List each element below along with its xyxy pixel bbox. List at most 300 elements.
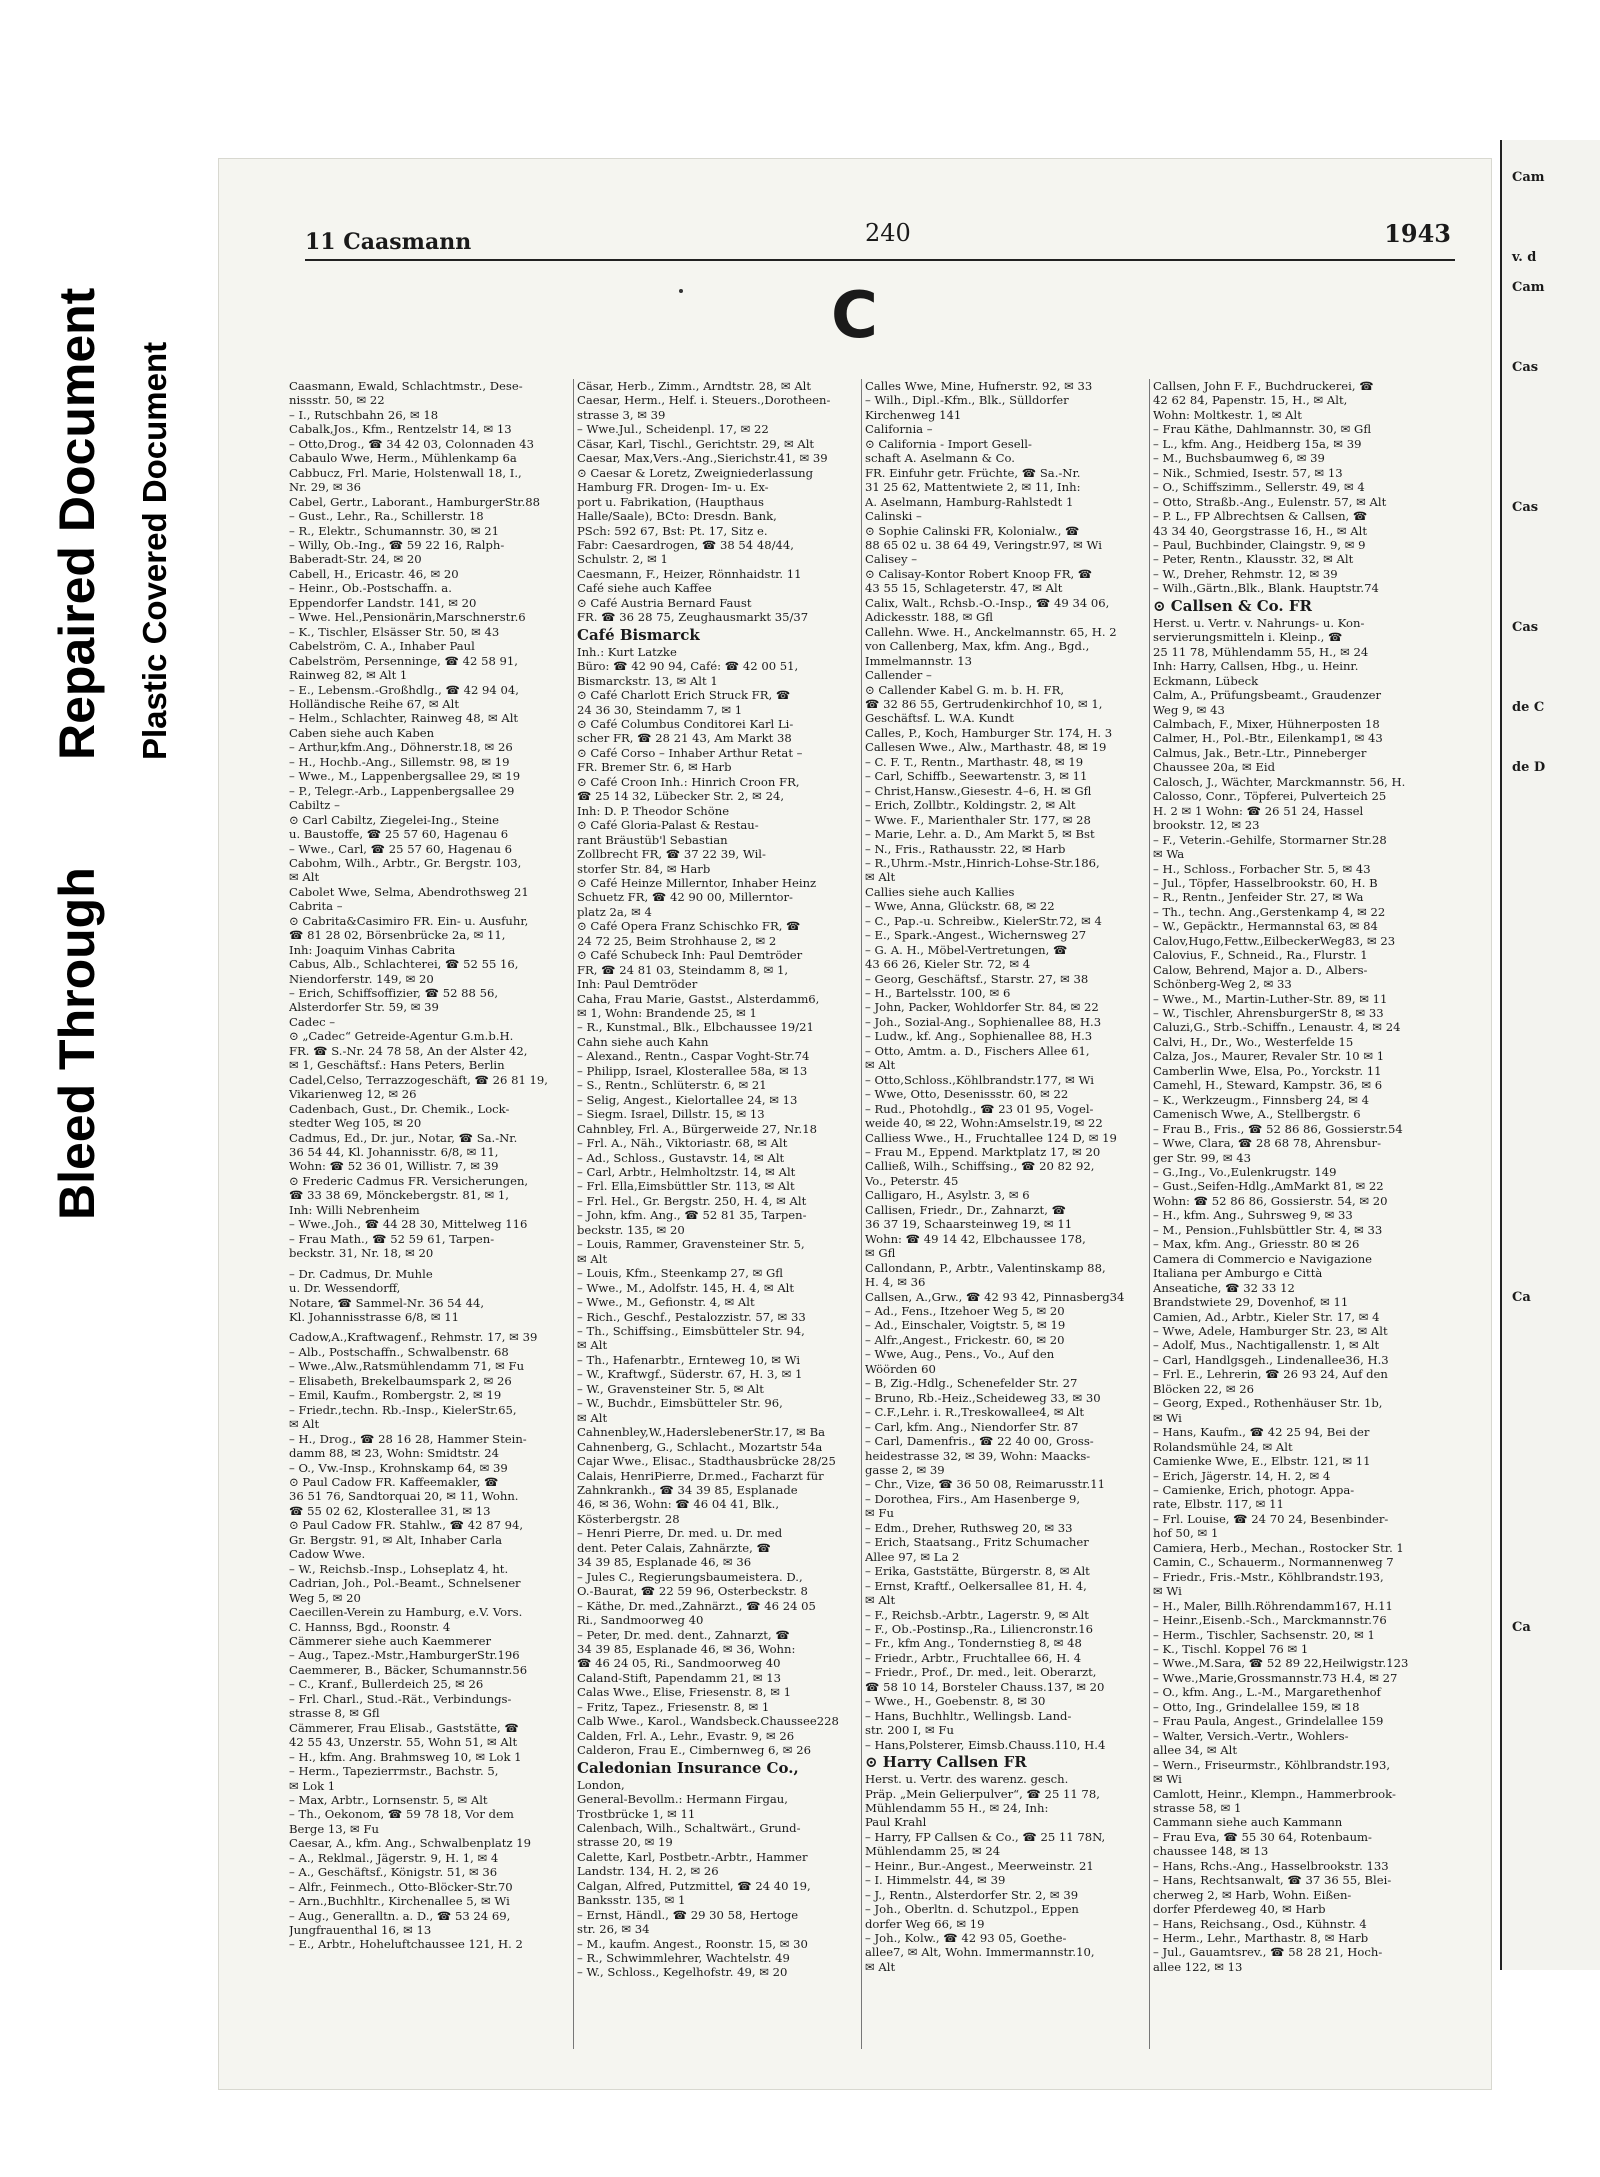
directory-entry-line: Caland-Stift, Papendamm 21, ✉ 13	[577, 1670, 782, 1685]
directory-entry-line: Calais, HenriPierre, Dr.med., Facharzt für	[577, 1468, 824, 1483]
directory-entry-line: Zollbrecht FR, ☎ 37 22 39, Wil-	[577, 847, 766, 862]
directory-entry-line: Hamburg FR. Drogen- Im- u. Ex-	[577, 480, 769, 495]
directory-entry-line: – Friedr.,techn. Rb.-Insp., KielerStr.65,	[289, 1402, 517, 1417]
directory-entry-line: allee 122, ✉ 13	[1153, 1959, 1243, 1974]
directory-entry-line: – Christ,Hansw.,Giesestr. 4–6, H. ✉ Gfl	[865, 783, 1092, 798]
directory-entry-line: rant Bräustüb'l Sebastian	[577, 832, 728, 847]
directory-entry-line: Café Bismarck	[577, 625, 700, 644]
directory-entry-line: ✉ Wi	[1153, 1584, 1182, 1599]
directory-entry-line: – Wwe, Adele, Hamburger Str. 23, ✉ Alt	[1153, 1324, 1388, 1338]
directory-entry-line: ⊙ Café Heinze Millerntor, Inhaber Heinz	[577, 875, 817, 890]
directory-entry-line: – Jules C., Regierungsbaumeistera. D.,	[577, 1569, 803, 1584]
directory-entry-line: – O., Vw.-Insp., Krohnskamp 64, ✉ 39	[289, 1460, 508, 1475]
directory-entry-line: – Frl. Louise, ☎ 24 70 24, Besenbinder-	[1153, 1511, 1389, 1526]
directory-entry-line: ⊙ Café Schubeck Inh: Paul Demtröder	[577, 948, 803, 963]
next-page-fragment: Cas	[1512, 500, 1539, 515]
directory-entry-line: – Heinr., Bur.-Angest., Meerweinstr. 21	[865, 1858, 1094, 1873]
directory-entry-line: – Frl. Ella,Eimsbüttler Str. 113, ✉ Alt	[577, 1179, 795, 1194]
directory-entry-line: – Hans, Kaufm., ☎ 42 25 94, Bei der	[1153, 1425, 1370, 1440]
directory-entry-line: – R., Schwimmlehrer, Wachtelstr. 49	[577, 1951, 790, 1966]
directory-entry-line: Inh.: Kurt Latzke	[577, 644, 677, 659]
directory-entry-line: ⊙ Café Corso – Inhaber Arthur Retat –	[577, 745, 803, 760]
running-head: 11 Caasmann	[305, 229, 472, 255]
directory-entry-line: – Aug., Generalltn. a. D., ☎ 53 24 69,	[289, 1908, 511, 1923]
directory-entry-line: 42 55 43, Unzerstr. 55, Wohn 51, ✉ Alt	[289, 1735, 518, 1750]
directory-entry-line: – C.F.,Lehr. i. R.,Treskowallee4, ✉ Alt	[865, 1405, 1085, 1420]
directory-entry-line: – P. L., FP Albrechtsen & Callsen, ☎	[1153, 509, 1368, 524]
directory-entry-line: Nr. 29, ✉ 36	[289, 480, 362, 495]
directory-entry-line: Calosch, J., Wächter, Marckmannstr. 56, H.	[1153, 774, 1406, 789]
directory-entry-line: Cadrian, Joh., Pol.-Beamt., Schnelsener	[289, 1576, 521, 1591]
directory-entry-line: – Heinr., Ob.-Postschaffn. a.	[289, 581, 452, 596]
directory-entry-line: 25 11 78, Mühlendamm 55, H., ✉ 24	[1153, 644, 1369, 659]
directory-entry-line: Camlott, Heinr., Klempn., Hammerbrook-	[1153, 1786, 1396, 1801]
directory-entry-line: – H., Drog., ☎ 28 16 28, Hammer Stein-	[289, 1431, 527, 1446]
directory-entry-line: Präp. „Mein Gelierpulver“, ☎ 25 11 78,	[865, 1786, 1100, 1801]
directory-entry-line: – Fr., kfm Ang., Tondernstieg 8, ✉ 48	[865, 1636, 1082, 1651]
directory-entry-line: – Wwe, Otto, Desenissstr. 60, ✉ 22	[865, 1087, 1069, 1102]
directory-entry-line: – Joh., Kolw., ☎ 42 93 05, Goethe-	[865, 1931, 1067, 1946]
directory-entry-line: – Hans,Polsterer, Eimsb.Chauss.110, H.4	[865, 1737, 1106, 1752]
directory-entry-line: Halle/Saale), BCto: Dresdn. Bank,	[577, 509, 777, 524]
directory-entry-line: FR, ☎ 24 81 03, Steindamm 8, ✉ 1,	[577, 962, 789, 977]
directory-entry-line: – M., kaufm. Angest., Roonstr. 15, ✉ 30	[577, 1936, 808, 1951]
directory-entry-line: – H., kfm. Ang. Brahmsweg 10, ✉ Lok 1	[289, 1749, 522, 1764]
directory-entry-line: Mühlendamm 25, ✉ 24	[865, 1844, 1001, 1859]
directory-entry-line: Cäsar, Karl, Tischl., Gerichtstr. 29, ✉ Alt	[577, 436, 815, 451]
directory-entry-line: – Fritz, Tapez., Friesenstr. 8, ✉ 1	[577, 1699, 770, 1714]
directory-entry-line: Wohn: ☎ 49 14 42, Elbchaussee 178,	[865, 1231, 1086, 1246]
directory-entry-line: ✉ Alt	[865, 870, 896, 885]
directory-entry-line: 88 65 02 u. 38 64 49, Veringstr.97, ✉ Wi	[865, 537, 1102, 552]
directory-entry-line: – Herm., Lehr., Marthastr. 8, ✉ Harb	[1153, 1931, 1369, 1946]
directory-entry-line: str. 26, ✉ 34	[577, 1922, 650, 1937]
directory-entry-line: ⊙ California - Import Gesell-	[865, 436, 1032, 451]
directory-entry-line: ⊙ Café Opera Franz Schischko FR, ☎	[577, 919, 801, 934]
directory-entry-line: Vikarienweg 12, ✉ 26	[289, 1087, 417, 1102]
directory-entry-line: Banksstr. 135, ✉ 1	[577, 1893, 686, 1908]
directory-entry-line: ✉ Alt	[865, 1959, 896, 1974]
directory-page	[218, 158, 1492, 2090]
directory-entry-line: – Wwe. F., Marienthaler Str. 177, ✉ 28	[865, 812, 1091, 827]
directory-entry-line: strasse 8, ✉ Gfl	[289, 1706, 380, 1721]
directory-entry-line: – G.,Ing., Vo.,Eulenkrugstr. 149	[1153, 1165, 1337, 1180]
directory-entry-line: – Harry, FP Callsen & Co., ☎ 25 11 78N,	[865, 1829, 1106, 1844]
directory-entry-line: Inh: Harry, Callsen, Hbg., u. Heinr.	[1153, 659, 1359, 674]
directory-entry-line: – Otto, Amtm. a. D., Fischers Allee 61,	[865, 1043, 1090, 1058]
directory-entry-line: rate, Elbstr. 117, ✉ 11	[1153, 1497, 1284, 1512]
directory-entry-line: – Wwe. Hel.,Pensionärin,Marschnerstr.6	[289, 610, 526, 625]
directory-entry-line: ☎ 55 02 62, Klosterallee 31, ✉ 13	[289, 1503, 491, 1518]
directory-entry-line: ⊙ Carl Cabiltz, Ziegelei-Ing., Steine	[289, 812, 500, 827]
directory-entry-line: Baberadt-Str. 24, ✉ 20	[289, 552, 422, 567]
directory-entry-line: Wöörden 60	[865, 1361, 936, 1376]
directory-entry-line: – Hans, Rchs.-Ang., Hasselbrookstr. 133	[1153, 1858, 1389, 1873]
directory-entry-line: – M., Buchsbaumweg 6, ✉ 39	[1153, 451, 1325, 466]
directory-entry-line: H. 4, ✉ 36	[865, 1275, 926, 1290]
directory-entry-line: Calisey –	[865, 552, 918, 567]
directory-entry-line: Geschäftsf. L. W.A. Kundt	[865, 711, 1014, 726]
directory-entry-line: – Louis, Kfm., Steenkamp 27, ✉ Gfl	[577, 1266, 784, 1281]
directory-entry-line: Callsen, John F. F., Buchdruckerei, ☎	[1153, 379, 1374, 393]
directory-entry-line: – Henri Pierre, Dr. med. u. Dr. med	[577, 1526, 783, 1541]
directory-entry-line: allee7, ✉ Alt, Wohn. Immermannstr.10,	[865, 1945, 1095, 1960]
directory-entry-line: – Erich, Jägerstr. 14, H. 2, ✉ 4	[1153, 1468, 1331, 1483]
directory-entry-line: Brandstwiete 29, Dovenhof, ✉ 11	[1153, 1295, 1349, 1310]
directory-entry-line: – H., kfm. Ang., Suhrsweg 9, ✉ 33	[1153, 1208, 1353, 1223]
directory-entry-line: Cabus, Alb., Schlachterei, ☎ 52 55 16,	[289, 957, 519, 972]
directory-entry-line: Caben siehe auch Kaben	[289, 725, 435, 740]
directory-entry-line: Schuetz FR, ☎ 42 90 00, Millerntor-	[577, 890, 793, 905]
directory-entry-line: – Frau Eva, ☎ 55 30 64, Rotenbaum-	[1153, 1829, 1372, 1844]
directory-entry-line: ✉ Alt	[865, 1058, 896, 1073]
directory-entry-line: Caesmann, F., Heizer, Rönnhaidstr. 11	[577, 566, 802, 581]
directory-entry-line: – W., Gravensteiner Str. 5, ✉ Alt	[577, 1381, 764, 1396]
directory-entry-line: California –	[865, 422, 933, 437]
page-header	[305, 219, 1455, 261]
directory-entry-line: storfer Str. 84, ✉ Harb	[577, 861, 711, 876]
directory-entry-line: ✉ Gfl	[865, 1246, 896, 1261]
directory-entry-line: 36 54 44, Kl. Johannisstr. 6/8, ✉ 11,	[289, 1145, 499, 1160]
directory-entry-line: – Wilh., Dipl.-Kfm., Blk., Sülldorfer	[865, 393, 1069, 408]
directory-entry-line: ☎ 25 14 32, Lübecker Str. 2, ✉ 24,	[577, 789, 785, 804]
directory-entry-line: PSch: 592 67, Bst: Pt. 17, Sitz e.	[577, 523, 768, 538]
next-page-fragment: Cas	[1512, 360, 1539, 375]
directory-entry-line: – Th., Schiffsing., Eimsbütteler Str. 94,	[577, 1324, 805, 1338]
directory-entry-line: dorfer Weg 66, ✉ 19	[865, 1916, 985, 1931]
directory-entry-line: Fabr: Caesardrogen, ☎ 38 54 48/44,	[577, 537, 794, 552]
next-page-fragment: Cas	[1512, 620, 1539, 635]
directory-entry-line: ⊙ „Cadec“ Getreide-Agentur G.m.b.H.	[289, 1029, 514, 1044]
directory-column-1	[289, 379, 571, 2069]
directory-entry-line: 24 72 25, Beim Strohhause 2, ✉ 2	[577, 933, 777, 948]
directory-entry-line: FR. Bremer Str. 6, ✉ Harb	[577, 760, 732, 775]
directory-entry-line: – W., Gepäcktr., Hermannstal 63, ✉ 84	[1153, 919, 1378, 934]
directory-entry-line: – F., Reichsb.-Arbtr., Lagerstr. 9, ✉ Alt	[865, 1607, 1089, 1622]
directory-entry-line: – Selig, Angest., Kielortallee 24, ✉ 13	[577, 1092, 798, 1107]
directory-entry-line: Cahn siehe auch Kahn	[577, 1034, 709, 1049]
directory-entry-line: ⊙ Sophie Calinski FR, Kolonialw., ☎	[865, 523, 1080, 538]
directory-entry-line: – Paul, Buchbinder, Claingstr. 9, ✉ 9	[1153, 537, 1366, 552]
directory-entry-line: 36 51 76, Sandtorquai 20, ✉ 11, Wohn.	[289, 1489, 519, 1504]
directory-entry-line: Calas Wwe., Elise, Friesenstr. 8, ✉ 1	[577, 1685, 792, 1700]
directory-entry-line: Camien, Ad., Arbtr., Kieler Str. 17, ✉ 4	[1153, 1309, 1380, 1324]
directory-entry-line: Callisen, Friedr., Dr., Zahnarzt, ☎	[865, 1202, 1067, 1217]
directory-entry-line: weide 40, ✉ 22, Wohn:Amselstr.19, ✉ 22	[865, 1116, 1103, 1131]
directory-entry-line: – Nik., Schmied, Isestr. 57, ✉ 13	[1153, 465, 1343, 480]
directory-entry-line: Calderon, Frau E., Cimbernweg 6, ✉ 26	[577, 1743, 811, 1758]
directory-entry-line: – I. Himmelstr. 44, ✉ 39	[865, 1873, 1006, 1888]
directory-entry-line: Calles Wwe, Mine, Hufnerstr. 92, ✉ 33	[865, 379, 1093, 393]
directory-entry-line: – K., Tischler, Elsässer Str. 50, ✉ 43	[289, 624, 500, 639]
directory-entry-line: Calov,Hugo,Fettw.,EilbeckerWeg83, ✉ 23	[1153, 933, 1396, 948]
directory-entry-line: – Gust., Lehr., Ra., Schillerstr. 18	[289, 509, 484, 524]
directory-entry-line: – Peter, Dr. med. dent., Zahnarzt, ☎	[577, 1627, 790, 1642]
directory-entry-line: Calza, Jos., Maurer, Revaler Str. 10 ✉ 1	[1153, 1049, 1385, 1064]
directory-entry-line: – Wwe.,M.Sara, ☎ 52 89 22,Heilwigstr.123	[1153, 1656, 1409, 1671]
directory-entry-line: – H., Hochb.-Ang., Sillemstr. 98, ✉ 19	[289, 754, 510, 769]
directory-entry-line: – B, Zig.-Hdlg., Schenefelder Str. 27	[865, 1376, 1078, 1391]
directory-entry-line: Caecillen-Verein zu Hamburg, e.V. Vors.	[289, 1605, 523, 1620]
directory-entry-line: ⊙ Café Charlott Erich Struck FR, ☎	[577, 688, 791, 703]
directory-entry-line: – Carl, Arbtr., Helmholtzstr. 14, ✉ Alt	[577, 1165, 796, 1180]
directory-entry-line: Inh: D. P. Theodor Schöne	[577, 803, 730, 818]
directory-entry-line: – Arn.,Buchhltr., Kirchenallee 5, ✉ Wi	[289, 1894, 510, 1909]
directory-entry-line: – Peter, Rentn., Klausstr. 32, ✉ Alt	[1153, 552, 1354, 567]
directory-entry-line: – Georg, Geschäftsf., Starstr. 27, ✉ 38	[865, 971, 1089, 986]
directory-entry-line: Cadec –	[289, 1014, 336, 1029]
directory-entry-line: – Hans, Buchhltr., Wellingsb. Land-	[865, 1708, 1072, 1723]
directory-entry-line: Schönberg-Weg 2, ✉ 33	[1153, 977, 1292, 992]
directory-entry-line: – Wwe, Clara, ☎ 28 68 78, Ahrensbur-	[1153, 1136, 1382, 1151]
directory-entry-line: – Ad., Schloss., Gustavstr. 14, ✉ Alt	[577, 1150, 785, 1165]
directory-entry-line: – Alfr.,Angest., Frickestr. 60, ✉ 20	[865, 1332, 1065, 1347]
directory-entry-line: – Käthe, Dr. med.,Zahnärzt., ☎ 46 24 05	[577, 1598, 816, 1613]
directory-entry-line: Camera di Commercio e Navigazione	[1153, 1251, 1373, 1266]
directory-entry-line: – Th., techn. Ang.,Gerstenkamp 4, ✉ 22	[1153, 904, 1386, 919]
directory-column-2	[577, 379, 859, 2069]
directory-entry-line: – Wern., Friseurmstr., Köhlbrandstr.193,	[1153, 1757, 1391, 1772]
directory-entry-line: – Alexand., Rentn., Caspar Voght-Str.74	[577, 1049, 810, 1064]
directory-entry-line: – Adolf, Mus., Nachtigallenstr. 1, ✉ Alt	[1153, 1338, 1380, 1353]
directory-entry-line: – John, Packer, Wohldorfer Str. 84, ✉ 22	[865, 1000, 1099, 1015]
directory-entry-line: – A., Geschäftsf., Königstr. 51, ✉ 36	[289, 1865, 498, 1880]
directory-entry-line: ☎ 46 24 05, Ri., Sandmoorweg 40	[577, 1656, 781, 1671]
directory-column-4	[1153, 379, 1435, 2069]
directory-entry-line: Jungfrauenthal 16, ✉ 13	[289, 1923, 432, 1938]
directory-entry-line: – Max, kfm. Ang., Griesstr. 80 ✉ 26	[1153, 1237, 1360, 1252]
directory-entry-line: – Wilh.,Gärtn.,Blk., Blank. Hauptstr.74	[1153, 581, 1379, 596]
directory-entry-line: ⊙ Paul Cadow FR. Kaffeemakler, ☎	[289, 1474, 499, 1489]
directory-entry-line: hof 50, ✉ 1	[1153, 1526, 1219, 1541]
directory-entry-line: – O., kfm. Ang., L.-M., Margarethenhof	[1153, 1685, 1381, 1700]
directory-entry-line: ✉ Wi	[1153, 1772, 1182, 1787]
directory-entry-line: 24 36 30, Steindamm 7, ✉ 1	[577, 702, 743, 717]
directory-entry-line: – R., Elektr., Schumannstr. 30, ✉ 21	[289, 523, 500, 538]
directory-entry-line: – Hans, Reichsang., Osd., Kühnstr. 4	[1153, 1916, 1367, 1931]
directory-entry-line: C. Hannss, Bgd., Roonstr. 4	[289, 1619, 451, 1634]
directory-entry-line: Wohn: ☎ 52 86 86, Gossierstr. 54, ✉ 20	[1153, 1193, 1388, 1208]
directory-entry-line: – Edm., Dreher, Ruthsweg 20, ✉ 33	[865, 1520, 1073, 1535]
directory-entry-line: Caha, Frau Marie, Gastst., Alsterdamm6,	[577, 991, 820, 1006]
directory-entry-line: ⊙ Callender Kabel G. m. b. H. FR,	[865, 682, 1065, 697]
directory-entry-line: – Frau M., Eppend. Marktplatz 17, ✉ 20	[865, 1145, 1101, 1160]
directory-entry-line: – W., Reichsb.-Insp., Lohseplatz 4, ht.	[289, 1561, 509, 1576]
directory-entry-line: ger Str. 99, ✉ 43	[1153, 1150, 1252, 1165]
directory-entry-line: Caesar, Max,Vers.-Ang.,Sierichstr.41, ✉ 39	[577, 451, 828, 466]
directory-entry-line: – W., Tischler, AhrensburgerStr 8, ✉ 33	[1153, 1006, 1384, 1021]
directory-entry-line: – Frau B., Fris., ☎ 52 86 86, Gossierstr.54	[1153, 1121, 1403, 1136]
directory-entry-line: ✉ Lok 1	[289, 1778, 336, 1793]
directory-entry-line: – Rud., Photohdlg., ☎ 23 01 95, Vogel-	[865, 1101, 1094, 1116]
directory-entry-line: Calgan, Alfred, Putzmittel, ☎ 24 40 19,	[577, 1878, 811, 1893]
directory-entry-line: – Frl. A., Näh., Viktoriastr. 68, ✉ Alt	[577, 1136, 788, 1151]
directory-entry-line: – E., Spark.-Angest., Wichernsweg 27	[865, 928, 1087, 943]
directory-entry-line: – O., Schiffszimm., Sellerstr. 49, ✉ 4	[1153, 480, 1365, 495]
directory-entry-line: Ri., Sandmoorweg 40	[577, 1613, 704, 1628]
directory-entry-line: Schulstr. 2, ✉ 1	[577, 552, 668, 567]
directory-entry-line: Inh: Willi Nebrenheim	[289, 1202, 420, 1217]
directory-entry-line: chaussee 148, ✉ 13	[1153, 1844, 1269, 1859]
directory-entry-line: – E., Lebensm.-Großhdlg., ☎ 42 94 04,	[289, 682, 519, 697]
next-page-edge	[1500, 140, 1600, 1970]
directory-entry-line: ⊙ Café Croon Inh.: Hinrich Croon FR,	[577, 774, 800, 789]
directory-entry-line: – Ludw., kf. Ang., Sophienallee 88, H.3	[865, 1029, 1093, 1044]
directory-entry-line: – L., kfm. Ang., Heidberg 15a, ✉ 39	[1153, 436, 1362, 451]
directory-entry-line: Notare, ☎ Sammel-Nr. 36 54 44,	[289, 1295, 485, 1310]
directory-entry-line: Wohn: ☎ 52 36 01, Willistr. 7, ✉ 39	[289, 1159, 499, 1174]
directory-entry-line: Cabel, Gertr., Laborant., HamburgerStr.88	[289, 494, 541, 509]
directory-entry-line: – Joh., Sozial-Ang., Sophienallee 88, H.3	[865, 1014, 1102, 1029]
directory-entry-line: Herst. u. Vertr. des warenz. gesch.	[865, 1772, 1069, 1787]
directory-entry-line: Inh: Paul Demtröder	[577, 977, 698, 992]
directory-entry-line: Cahnenberg, G., Schlacht., Mozartstr 54a	[577, 1439, 823, 1454]
directory-entry-line: Inh: Joaquim Vinhas Cabrita	[289, 942, 456, 957]
directory-entry-line: Caesar, Herm., Helf. i. Steuers.,Dorotheen-	[577, 393, 831, 408]
directory-entry-line: Cadel,Celso, Terrazzogeschäft, ☎ 26 81 19,	[289, 1072, 548, 1087]
directory-entry-line: – Carl, kfm. Ang., Niendorfer Str. 87	[865, 1419, 1079, 1434]
directory-entry-line: Calosso, Conr., Töpferei, Pulverteich 25	[1153, 789, 1387, 804]
directory-entry-line: 34 39 85, Esplanade 46, ✉ 36, Wohn:	[577, 1641, 796, 1656]
directory-entry-line: 43 34 40, Georgstrasse 16, H., ✉ Alt	[1153, 523, 1368, 538]
directory-entry-line: – Jul., Töpfer, Hasselbrookstr. 60, H. B	[1153, 875, 1378, 890]
directory-entry-line: – Wwe.Jul., Scheidenpl. 17, ✉ 22	[577, 422, 769, 437]
directory-entry-line: – Herm., Tapezierrmstr., Bachstr. 5,	[289, 1764, 499, 1779]
directory-entry-line: – H., Schloss., Forbacher Str. 5, ✉ 43	[1153, 861, 1371, 876]
directory-entry-line: – Otto, Ing., Grindelallee 159, ✉ 18	[1153, 1699, 1360, 1714]
directory-entry-line: – Ad., Einschaler, Voigtstr. 5, ✉ 19	[865, 1318, 1066, 1333]
directory-entry-line: ⊙ Cabrita&Casimiro FR. Ein- u. Ausfuhr,	[289, 913, 529, 928]
directory-entry-line: Camienke Wwe, E., Elbstr. 121, ✉ 11	[1153, 1454, 1371, 1469]
directory-entry-line: Eppendorfer Landstr. 141, ✉ 20	[289, 595, 477, 610]
plastic-covered-label: Plastic Covered Document	[136, 341, 173, 760]
directory-entry-line: – Carl, Schiffb., Seewartenstr. 3, ✉ 11	[865, 769, 1088, 784]
directory-column-3	[865, 379, 1147, 2069]
directory-entry-line: Calligaro, H., Asylstr. 3, ✉ 6	[865, 1188, 1030, 1203]
directory-entry-line: – Friedr., Fris.-Mstr., Köhlbrandstr.193,	[1153, 1569, 1384, 1584]
directory-entry-line: ☎ 33 38 69, Mönckebergstr. 81, ✉ 1,	[289, 1188, 509, 1203]
directory-entry-line: Calden, Frl. A., Lehr., Evastr. 9, ✉ 26	[577, 1728, 795, 1743]
directory-entry-line: ☎ 32 86 55, Gertrudenkirchhof 10, ✉ 1,	[865, 696, 1103, 711]
directory-entry-line: FR. ☎ S.-Nr. 24 78 58, An der Alster 42,	[289, 1043, 528, 1058]
directory-entry-line: – Dr. Cadmus, Dr. Muhle	[289, 1266, 433, 1281]
directory-entry-line: – Wwe.,Alw.,Ratsmühlendamm 71, ✉ Fu	[289, 1359, 525, 1374]
directory-entry-line: Landstr. 134, H. 2, ✉ 26	[577, 1864, 719, 1879]
directory-entry-line: – Ad., Fens., Itzehoer Weg 5, ✉ 20	[865, 1304, 1065, 1318]
directory-entry-line: dorfer Pferdeweg 40, ✉ Harb	[1153, 1902, 1326, 1917]
directory-entry-line: – F., Veterin.-Gehilfe, Stormarner Str.28	[1153, 832, 1387, 847]
directory-entry-line: Cabalk,Jos., Kfm., Rentzelstr 14, ✉ 13	[289, 422, 512, 437]
directory-entry-line: ✉ Alt	[289, 1417, 320, 1432]
directory-entry-line: Calb Wwe., Karol., Wandsbeck.Chaussee228	[577, 1714, 839, 1729]
directory-entry-line: ⊙ Frederic Cadmus FR. Versicherungen,	[289, 1173, 529, 1188]
directory-entry-line: – Ernst, Kraftf., Oelkersallee 81, H. 4,	[865, 1578, 1087, 1593]
directory-entry-line: Kösterbergstr. 28	[577, 1511, 680, 1526]
directory-entry-line: – Heinr.,Eisenb.-Sch., Marckmannstr.76	[1153, 1613, 1387, 1628]
directory-entry-line: ⊙ Caesar & Loretz, Zweigniederlassung	[577, 465, 814, 480]
directory-entry-line: – C., Kranf., Bullerdeich 25, ✉ 26	[289, 1677, 484, 1692]
directory-entry-line: – Otto,Schloss.,Köhlbrandstr.177, ✉ Wi	[865, 1072, 1094, 1087]
directory-entry-line: – C., Pap.-u. Schreibw., KielerStr.72, ✉ 4	[865, 913, 1102, 928]
directory-entry-line: Immelmannstr. 13	[865, 653, 972, 668]
directory-entry-line: Calmer, H., Pol.-Btr., Eilenkamp1, ✉ 43	[1153, 731, 1383, 746]
directory-entry-line: – Erika, Gaststätte, Bürgerstr. 8, ✉ Alt	[865, 1564, 1090, 1579]
directory-entry-line: ✉ Alt	[865, 1593, 896, 1608]
directory-entry-line: – Marie, Lehr. a. D., Am Markt 5, ✉ Bst	[865, 827, 1095, 842]
directory-entry-line: Cäsar, Herb., Zimm., Arndtstr. 28, ✉ Alt	[577, 379, 812, 393]
directory-entry-line: A. Aselmann, Hamburg-Rahlstedt 1	[865, 494, 1074, 509]
directory-entry-line: – Carl, Handlgsgeh., Lindenallee36, H.3	[1153, 1352, 1389, 1367]
directory-entry-line: Niendorferstr. 149, ✉ 20	[289, 971, 434, 986]
directory-entry-line: – K., Werkzeugm., Finnsberg 24, ✉ 4	[1153, 1092, 1369, 1107]
directory-entry-line: 34 39 85, Esplanade 46, ✉ 36	[577, 1555, 752, 1570]
directory-entry-line: – I., Rutschbahn 26, ✉ 18	[289, 407, 439, 422]
directory-entry-line: – Frau Paula, Angest., Grindelallee 159	[1153, 1714, 1384, 1729]
directory-entry-line: Cämmerer, Frau Elisab., Gaststätte, ☎	[289, 1720, 519, 1735]
directory-entry-line: 36 37 19, Schaarsteinweg 19, ✉ 11	[865, 1217, 1073, 1232]
directory-entry-line: – H., Bartelsstr. 100, ✉ 6	[865, 986, 1011, 1001]
directory-entry-line: Büro: ☎ 42 90 94, Café: ☎ 42 00 51,	[577, 659, 799, 674]
directory-entry-line: Camberlin Wwe, Elsa, Po., Yorckstr. 11	[1153, 1063, 1382, 1078]
directory-entry-line: Anseatiche, ☎ 32 33 12	[1153, 1280, 1295, 1295]
directory-entry-line: Kl. Johannisstrasse 6/8, ✉ 11	[289, 1310, 460, 1324]
directory-entry-line: Wohn: Moltkestr. 1, ✉ Alt	[1153, 407, 1302, 422]
directory-entry-line: ⊙ Calisay-Kontor Robert Knoop FR, ☎	[865, 566, 1093, 581]
next-page-fragment: Ca	[1512, 1290, 1531, 1305]
directory-entry-line: Caledonian Insurance Co.,	[577, 1758, 799, 1777]
directory-entry-line: Cabbucz, Frl. Marie, Holstenwall 18, I.,	[289, 465, 522, 480]
directory-entry-line: – Rich., Geschf., Pestalozzistr. 57, ✉ 33	[577, 1309, 806, 1324]
column-rule	[573, 379, 574, 2049]
directory-entry-line: – Louis, Rammer, Gravensteiner Str. 5,	[577, 1237, 805, 1252]
directory-entry-line: Callondann, P., Arbtr., Valentinskamp 88,	[865, 1260, 1106, 1275]
directory-entry-line: Calette, Karl, Postbetr.-Arbtr., Hammer	[577, 1849, 808, 1864]
directory-entry-line: – Bruno, Rb.-Heiz.,Scheideweg 33, ✉ 30	[865, 1390, 1101, 1405]
directory-entry-line: Calm, A., Prüfungsbeamt., Graudenzer	[1153, 688, 1382, 703]
directory-entry-line: u. Dr. Wessendorff,	[289, 1281, 401, 1296]
directory-entry-line: – Arthur,kfm.Ang., Döhnerstr.18, ✉ 26	[289, 740, 513, 755]
directory-entry-line: Camehl, H., Steward, Kampstr. 36, ✉ 6	[1153, 1078, 1383, 1093]
directory-entry-line: – Wwe.,Joh., ☎ 44 28 30, Mittelweg 116	[289, 1217, 528, 1232]
directory-entry-line: Cabiltz –	[289, 798, 340, 813]
directory-entry-line: Cadmus, Ed., Dr. jur., Notar, ☎ Sa.-Nr.	[289, 1130, 518, 1145]
directory-entry-line: Kirchenweg 141	[865, 407, 962, 422]
directory-entry-line: Calow, Behrend, Major a. D., Albers-	[1153, 962, 1368, 977]
directory-entry-line: Café siehe auch Kaffee	[577, 581, 712, 596]
directory-entry-line: H. 2 ✉ 1 Wohn: ☎ 26 51 24, Hassel	[1153, 803, 1364, 818]
directory-entry-line: cherweg 2, ✉ Harb, Wohn. Eißen-	[1153, 1887, 1352, 1902]
directory-entry-line: – W., Buchdr., Eimsbütteler Str. 96,	[577, 1396, 783, 1411]
directory-entry-line: – Frau Math., ☎ 52 59 61, Tarpen-	[289, 1231, 495, 1246]
directory-entry-line: ✉ Wa	[1153, 847, 1185, 862]
directory-entry-line: – Frl. Charl., Stud.-Rät., Verbindungs-	[289, 1691, 512, 1706]
directory-entry-line: Berge 13, ✉ Fu	[289, 1821, 379, 1836]
directory-entry-line: Calließ, Wilh., Schiffsing., ☎ 20 82 92,	[865, 1159, 1095, 1174]
directory-entry-line: – Friedr., Prof., Dr. med., leit. Oberarzt,	[865, 1665, 1097, 1680]
directory-entry-line: ✉ Alt	[577, 1338, 608, 1353]
directory-entry-line: Weg 9, ✉ 43	[1153, 702, 1225, 717]
next-page-fragment: de D	[1512, 760, 1546, 775]
directory-entry-line: ⊙ Callsen & Co. FR	[1153, 596, 1312, 615]
directory-entry-line: strasse 20, ✉ 19	[577, 1835, 673, 1850]
directory-entry-line: – R., Kunstmal., Blk., Elbchaussee 19/21	[577, 1020, 814, 1035]
directory-entry-line: schaft A. Aselmann & Co.	[865, 451, 1015, 466]
directory-entry-line: u. Baustoffe, ☎ 25 57 60, Hagenau 6	[289, 827, 509, 842]
directory-entry-line: strasse 58, ✉ 1	[1153, 1800, 1242, 1815]
directory-entry-line: beckstr. 135, ✉ 20	[577, 1222, 685, 1237]
directory-entry-line: – Frl. E., Lehrerin, ☎ 26 93 24, Auf den	[1153, 1367, 1388, 1382]
directory-entry-line: – Friedr., Arbtr., Fruchtallee 66, H. 4	[865, 1650, 1082, 1665]
